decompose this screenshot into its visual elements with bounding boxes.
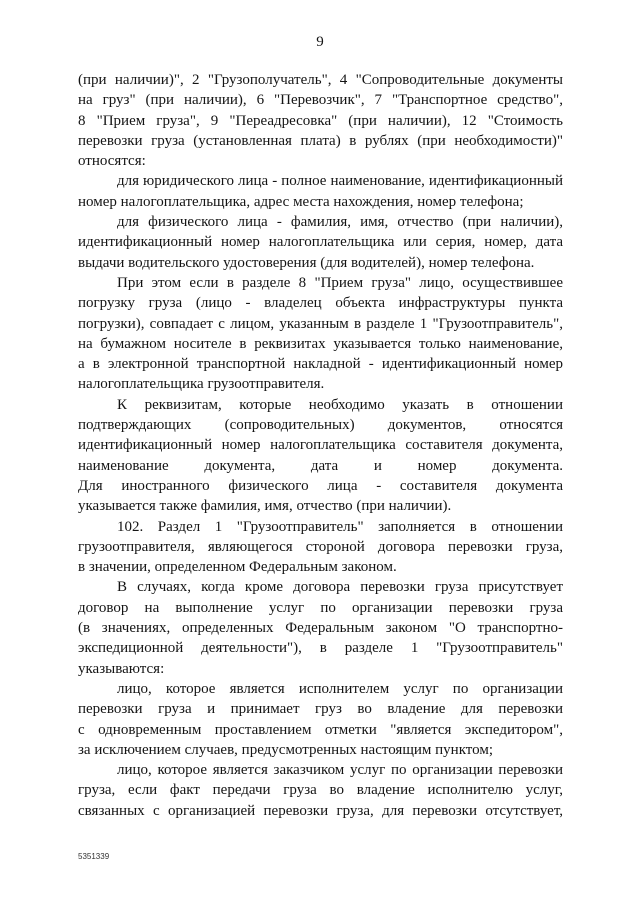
text-line: лицо, которое является заказчиком услуг по организации перевозки [117, 762, 563, 779]
text-line: указывается также фамилия, имя, отчество (при наличии). [78, 498, 452, 515]
text-line: Для иностранного физического лица - составителя документа [78, 477, 563, 494]
text-line: перевозки груза (установленная плата) в рублях (при необходимости)" [78, 132, 563, 149]
text-line: 102. Раздел 1 "Грузоотправитель" заполняется в отношении [117, 518, 563, 535]
paragraph-individual [78, 212, 563, 273]
paragraph-service-customer [78, 760, 563, 821]
text-line: связанных с организацией перевозки груза, для перевозки отсутствует, [78, 802, 563, 819]
text-line: а в электронной транспортной накладной - идентификационный номер [78, 356, 563, 373]
paragraph-service-executor [78, 679, 563, 760]
document-body [78, 70, 563, 821]
text-line: В случаях, когда кроме договора перевозки груза присутствует [117, 579, 563, 596]
text-line: лицо, которое является исполнителем услуг по организации [117, 680, 563, 697]
paragraph-cargo-acceptance [78, 273, 563, 395]
text-line: перевозки груза и принимает груз во владение для перевозки [78, 701, 563, 718]
text-line: погрузку груза (лицо - владелец объекта инфраструктуры пункта [78, 295, 563, 312]
text-line: экспедиционной деятельности"), в разделе 1 "Грузоотправитель" [78, 640, 563, 657]
text-line: для физического лица - фамилия, имя, отчество (при наличии), [117, 214, 563, 231]
text-line: идентификационный номер налогоплательщика составителя документа, [78, 437, 563, 454]
paragraph-section-102 [78, 517, 563, 578]
text-line: 8 "Прием груза", 9 "Переадресовка" (при наличии), 12 "Стоимость [78, 112, 563, 129]
text-line: с одновременным проставлением отметки "является экспедитором", [78, 721, 563, 738]
footer-document-code: 5351339 [78, 852, 110, 861]
text-line: договор на выполнение услуг по организации перевозки груза [78, 599, 563, 616]
page-number: 9 [316, 34, 324, 50]
text-line: груза, если факт передачи груза во владение исполнителю услуг, [78, 782, 563, 799]
text-line: указываются: [78, 660, 165, 677]
text-line: погрузки), совпадает с лицом, указанным в разделе 1 "Грузоотправитель", [78, 315, 563, 332]
text-line: для юридического лица - полное наименование, идентификационный [117, 173, 563, 190]
text-line: (при наличии)", 2 "Грузополучатель", 4 "Сопроводительные документы [78, 72, 563, 88]
text-line: налогоплательщика грузоотправителя. [78, 376, 325, 393]
text-line: за исключением случаев, предусмотренных настоящим пунктом; [78, 741, 494, 758]
paragraph-legal-entity [78, 171, 563, 212]
text-line: номер налогоплательщика, адрес места нахождения, номер телефона; [78, 193, 524, 210]
text-line: выдачи водительского удостоверения (для водителей), номер телефона. [78, 254, 535, 271]
text-line: К реквизитам, которые необходимо указать в отношении [117, 396, 563, 413]
text-line: подтверждающих (сопроводительных) документов, относятся [78, 417, 563, 434]
paragraph-fields-list [78, 70, 563, 171]
text-line: При этом если в разделе 8 "Прием груза" лицо, осуществившее [117, 274, 563, 291]
text-line: (в значениях, определенных Федеральным законом "О транспортно- [78, 620, 563, 637]
text-line: наименование документа, дата и номер документа. [78, 457, 563, 474]
paragraph-forwarding-cases [78, 577, 563, 678]
text-line: идентификационный номер налогоплательщика или серия, номер, дата [78, 234, 563, 251]
text-line: относятся: [78, 153, 146, 170]
text-line: грузоотправителя, являющегося стороной договора перевозки груза, [78, 538, 563, 555]
text-line: на груз" (при наличии), 6 "Перевозчик", 7 "Транспортное средство", [78, 92, 563, 109]
text-line: на бумажном носителе в реквизитах указывается только наименование, [78, 335, 563, 352]
paragraph-document-requisites [78, 395, 563, 517]
text-line: в значении, определенном Федеральным законом. [78, 559, 397, 576]
